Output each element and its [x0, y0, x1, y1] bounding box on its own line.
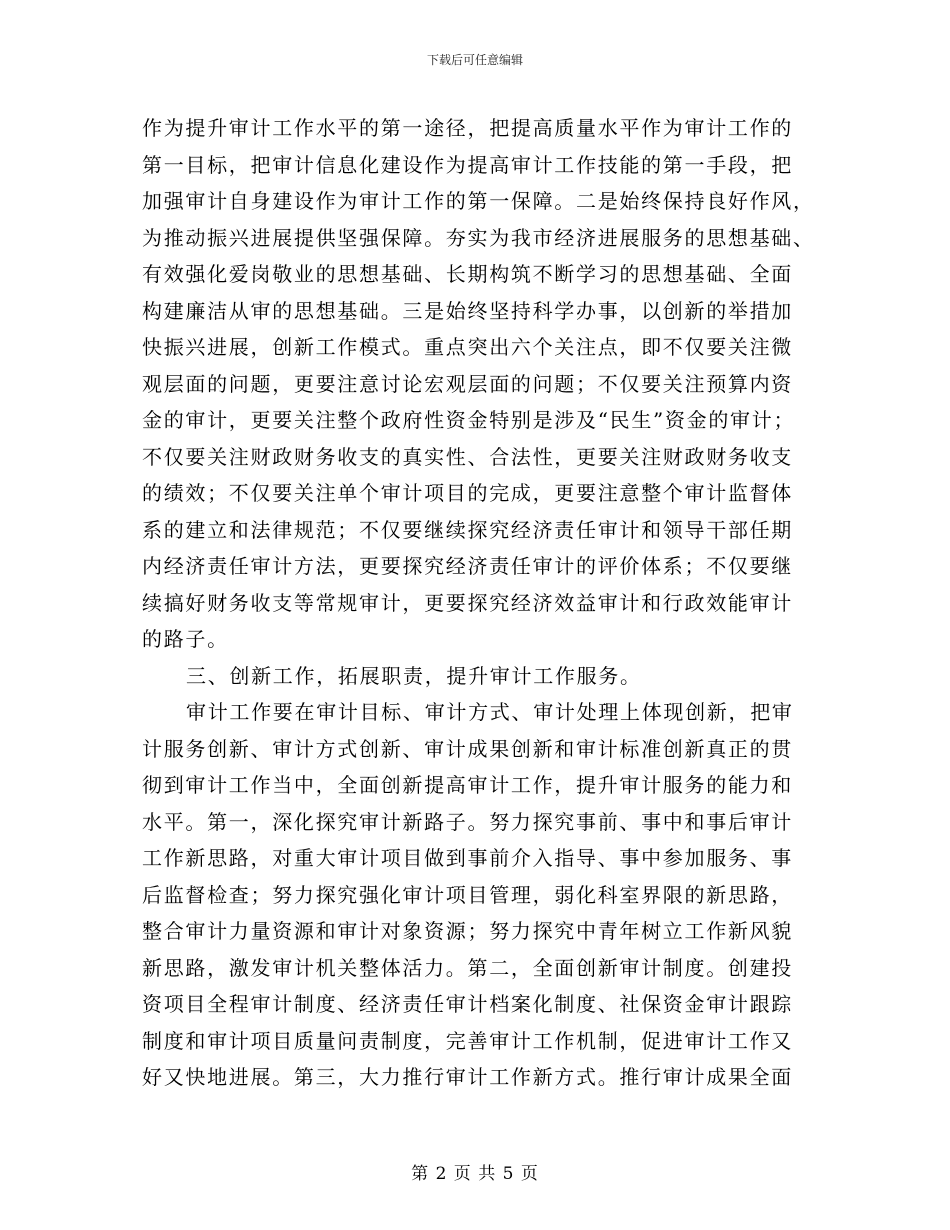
body-line: 内经济责任审计方法，更要探究经济责任审计的评价体系；不仅要继	[142, 554, 793, 578]
body-line: 观层面的问题，更要注意讨论宏观层面的问题；不仅要关注预算内资	[142, 371, 793, 396]
document-body	[142, 110, 815, 1096]
body-line: 为推动振兴进展提供坚强保障。夯实为我市经济进展服务的思想基础、	[142, 225, 815, 250]
body-line: 资项目全程审计制度、经济责任审计档案化制度、社保资金审计跟踪	[142, 992, 793, 1016]
body-line: 续搞好财务收支等常规审计，更要探究经济效益审计和行政效能审计	[142, 590, 793, 615]
body-line: 金的审计，更要关注整个政府性资金特别是涉及“民生”资金的审计；	[142, 408, 796, 432]
body-line: 的路子。	[142, 627, 229, 651]
body-line: 好又快地进展。第三，大力推行审计工作新方式。推行审计成果全面	[142, 1065, 793, 1089]
body-line: 不仅要关注财政财务收支的真实性、合法性，更要关注财政财务收支	[142, 444, 793, 469]
body-line: 整合审计力量资源和审计对象资源；努力探究中青年树立工作新风貌	[142, 919, 793, 943]
section-heading: 三、创新工作，拓展职责，提升审计工作服务。	[186, 663, 642, 688]
body-line: 有效强化爱岗敬业的思想基础、长期构筑不断学习的思想基础、全面	[142, 262, 793, 286]
page-number-footer: 第 2 页 共 5 页	[411, 1164, 539, 1184]
body-line: 彻到审计工作当中，全面创新提高审计工作，提升审计服务的能力和	[142, 773, 793, 797]
body-line: 第一目标，把审计信息化建设作为提高审计工作技能的第一手段，把	[142, 152, 793, 177]
body-line: 作为提升审计工作水平的第一途径，把提高质量水平作为审计工作的	[142, 116, 793, 140]
body-line: 加强审计自身建设作为审计工作的第一保障。二是始终保持良好作风，	[142, 189, 815, 213]
body-line: 系的建立和法律规范；不仅要继续探究经济责任审计和领导干部任期	[142, 517, 793, 542]
page-header: 下载后可任意编辑	[426, 53, 523, 67]
body-line: 的绩效；不仅要关注单个审计项目的完成，更要注意整个审计监督体	[142, 481, 793, 505]
body-line: 后监督检查；努力探究强化审计项目管理，弱化科室界限的新思路，	[142, 882, 793, 907]
body-line: 计服务创新、审计方式创新、审计成果创新和审计标准创新真正的贯	[142, 736, 793, 761]
body-line: 新思路，激发审计机关整体活力。第二，全面创新审计制度。创建投	[142, 955, 793, 980]
body-line: 水平。第一，深化探究审计新路子。努力探究事前、事中和事后审计	[142, 809, 793, 834]
body-line: 工作新思路，对重大审计项目做到事前介入指导、事中参加服务、事	[142, 846, 793, 870]
body-line: 快振兴进展，创新工作模式。重点突出六个关注点，即不仅要关注微	[142, 335, 793, 359]
body-line: 构建廉洁从审的思想基础。三是始终坚持科学办事，以创新的举措加	[142, 298, 793, 323]
body-line: 审计工作要在审计目标、审计方式、审计处理上体现创新，把审	[186, 700, 794, 724]
body-line: 制度和审计项目质量问责制度，完善审计工作机制，促进审计工作又	[142, 1028, 793, 1053]
